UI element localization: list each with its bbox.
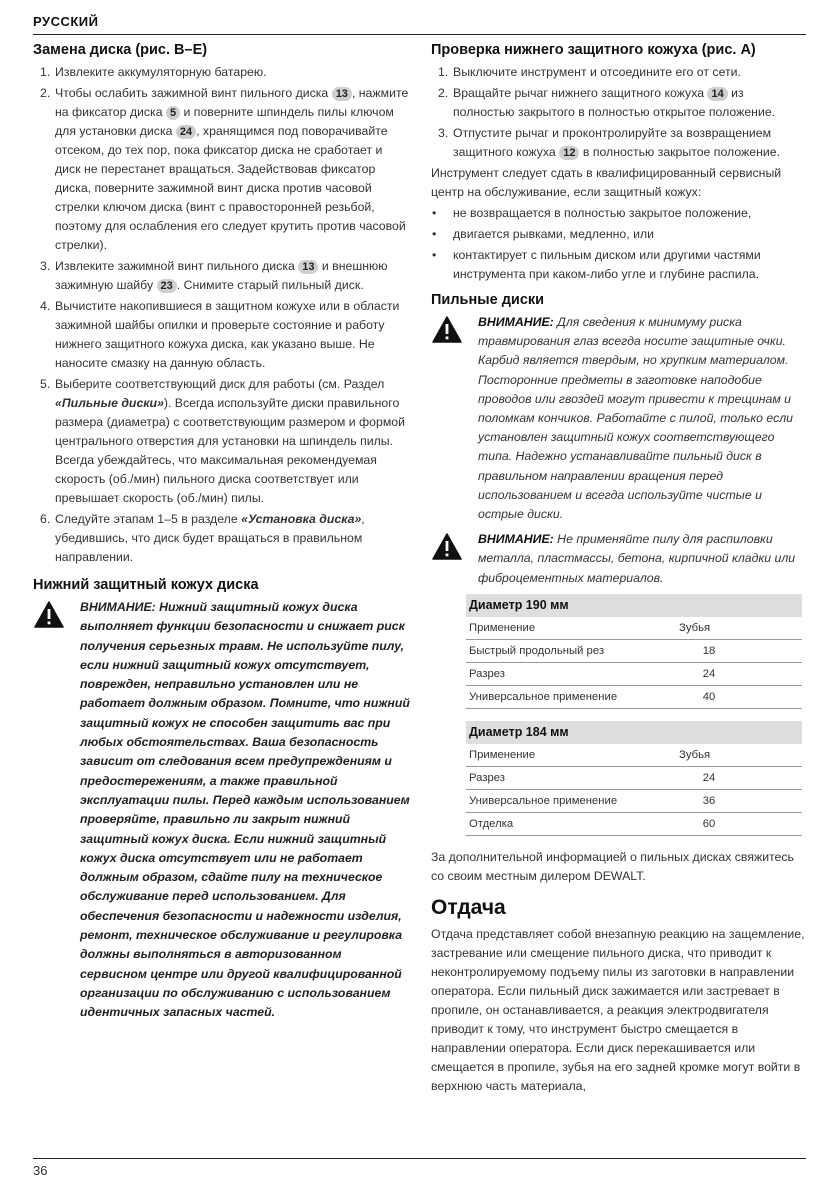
list-item: • двигается рывками, медленно, или: [432, 227, 655, 241]
section-reference: «Пильные диски»: [55, 396, 164, 410]
saw-blades-warning-1: [431, 313, 808, 524]
table-title: Диаметр 190 мм: [466, 594, 802, 617]
step-text: из полностью закрытого в полностью открытое положение.: [453, 86, 776, 119]
warning-text: Для сведения к минимуму риска травмирования глаз всегда носите защитные очки. Карбид является твердым, но хрупким материалом. Посторонние предметы в заготовке наподобие проводов или гвоздей могут привести к трещинам и поломкам кончиков. Работайте с пилой, только если установлен защитный кожух соответствующего типа. Надежно устанавливайте пильный диск в правильном направлении вращения перед использованием и всегда используйте чистые и острые диски.: [478, 315, 793, 522]
step-text: Чтобы ослабить зажимной винт пильного диска: [55, 86, 332, 100]
list-item: [33, 297, 410, 373]
step-text: Следуйте этапам 1–5 в разделе: [55, 512, 242, 526]
blade-change-title: Замена диска (рис. B–E): [33, 42, 208, 58]
lower-guard-warning-text: ВНИМАНИЕ: Нижний защитный кожух диска выполняет функции безопасности и снижает риск получения серьезных травм. Не используйте пилу, если нижний защитный кожух отсутствует, поврежден, неправильно установлен или не работает должным образом. Помните, что нижний защитный кожух не способен защитить вас при любых обстоятельствах. Ваша безопасность зависит от следования всем предупреждениям и предостережениям, а также правильной эксплуатации пилы. Перед каждым использованием проверяйте, правильно ли закрыт нижний защитный кожух диска. Если нижний защитный кожух диска отсутствует или не работает должным образом, сдайте пилу на техническое обслуживание перед использованием. Для обеспечения безопасности и надежности изделия, ремонт, техническое обслуживание и регулировка должны выполняться в авторизованном сервисном центре или другой квалифицированной организации по обслуживанию с использованием идентичных запасных частей.: [80, 600, 410, 1020]
step-text: Вращайте рычаг нижнего защитного кожуха: [453, 86, 708, 100]
step-number: 6.: [40, 512, 51, 526]
warning-text: Не применяйте пилу для распиловки металла, пластмассы, бетона, кирпичной кладки или фиброцементных материалов.: [478, 532, 796, 585]
guard-check-intro: Инструмент следует сдать в квалифицированный сервисный центр на обслуживание, если защитный кожух:: [431, 166, 782, 199]
step-text: Выключите инструмент и отсоедините его от сети.: [453, 65, 741, 79]
list-item: [33, 257, 410, 295]
page-number: 36: [33, 1163, 48, 1178]
table-header-row: Применение Зубья: [466, 617, 802, 640]
list-item: [431, 124, 808, 162]
blade-table-184: [466, 721, 802, 836]
step-text: Извлеките зажимной винт пильного диска: [55, 259, 299, 273]
step-text: Извлеките аккумуляторную батарею.: [55, 65, 267, 79]
blade-change-steps: [33, 63, 410, 567]
bottom-rule: [33, 1158, 806, 1159]
guard-check-steps: [431, 63, 808, 162]
callout-number-badge: 13: [298, 260, 318, 274]
step-number: 2.: [438, 86, 449, 100]
list-item: • контактирует с пильным диском или другими частями инструмента при каком-либо угле и глубине распила.: [432, 248, 761, 281]
step-number: 3.: [438, 126, 449, 140]
table-row: Универсальное применение 40: [466, 686, 802, 709]
callout-number-badge: 24: [176, 125, 196, 139]
warning-icon: [432, 316, 462, 343]
callout-number-badge: 23: [157, 279, 177, 293]
saw-blades-title: Пильные диски: [431, 292, 545, 308]
list-item: [431, 63, 808, 82]
warning-label: ВНИМАНИЕ:: [478, 532, 554, 547]
list-item: • не возвращается в полностью закрытое положение,: [432, 206, 752, 220]
step-text: в полностью закрытое положение.: [579, 145, 781, 159]
step-number: 3.: [40, 259, 51, 273]
step-number: 5.: [40, 377, 51, 391]
step-text: Вычистите накопившиеся в защитном кожухе или в области зажимной шайбы опилки и проверьте состояние и работу нижнего защитного кожуха диска, как указано выше. Не наносите смазку на данную область.: [55, 299, 400, 370]
list-item: [33, 375, 410, 508]
step-text: и внешнюю зажимную шайбу: [55, 259, 388, 292]
table-title: Диаметр 184 мм: [466, 721, 802, 744]
list-item: [33, 63, 410, 82]
table-row: Разрез 24: [466, 767, 802, 790]
warning-icon: [34, 601, 64, 628]
step-text: и поверните шпиндель пилы ключом для установки диска: [55, 105, 394, 138]
list-item: [33, 510, 410, 567]
section-reference: «Установка диска»: [241, 512, 362, 526]
kickback-text: Отдача представляет собой внезапную реакцию на защемление, застревание или смещение пильного диска, что приводит к неконтролируемому подъему пилы из заготовки в направлении оператора. Если пильный диск зажимается или застревает в пропиле, он останавливается, а реакция электродвигателя приводит к тому, что инструмент быстро смещается в направлении оператора. Если диск перекашивается или смещается в пропиле, зубья на его задней кромке могут войти в верхнюю часть материала,: [431, 926, 805, 1093]
warning-icon: [432, 533, 462, 560]
table-row: Разрез 24: [466, 663, 802, 686]
lower-guard-title: Нижний защитный кожух диска: [33, 577, 259, 593]
guard-check-bullets: [431, 204, 808, 284]
right-column: [431, 42, 808, 1098]
step-text: , нажмите на фиксатор диска: [55, 86, 409, 119]
callout-number-badge: 12: [559, 146, 579, 160]
guard-check-title: Проверка нижнего защитного кожуха (рис. A): [431, 42, 756, 58]
language-header: РУССКИЙ: [33, 14, 99, 29]
kickback-title: Отдача: [431, 895, 506, 919]
lower-guard-warning: [33, 598, 410, 1023]
table-row: Быстрый продольный рез 18: [466, 640, 802, 663]
step-number: 1.: [40, 65, 51, 79]
step-number: 2.: [40, 86, 51, 100]
step-number: 4.: [40, 299, 51, 313]
step-text: Выберите соответствующий диск для работы (см. Раздел: [55, 377, 385, 391]
table-row: Отделка 60: [466, 813, 802, 836]
step-text: . Снимите старый пильный диск.: [176, 278, 364, 292]
left-column: [33, 42, 410, 1029]
warning-label: ВНИМАНИЕ:: [478, 315, 554, 329]
list-item: [431, 84, 808, 122]
saw-blades-warning-2: [431, 530, 808, 588]
step-number: 1.: [438, 65, 449, 79]
table-row: Универсальное применение 36: [466, 790, 802, 813]
step-text: ). Всегда используйте диски правильного размера (диаметра) с соответствующим размером и формой центрального отверстия для установки на шпиндель пилы. Всегда убеждайтесь, что максимальная рекомендуемая скорость (об./мин) пильного диска соответствует или превышает скорость (об./мин) пилы.: [55, 396, 405, 505]
step-text: Отпустите рычаг и проконтролируйте за возвращением защитного кожуха: [453, 126, 772, 159]
list-item: [33, 84, 410, 255]
callout-number-badge: 14: [707, 87, 727, 101]
table-header-row: Применение Зубья: [466, 744, 802, 767]
top-rule: [33, 34, 806, 35]
step-text: , убедившись, что диск будет вращаться в правильном направлении.: [55, 512, 365, 564]
blade-table-190: [466, 594, 802, 709]
callout-number-badge: 5: [166, 106, 180, 120]
callout-number-badge: 13: [332, 87, 352, 101]
dealer-note: За дополнительной информацией о пильных дисках свяжитесь со своим местным дилером DEWALT.: [431, 849, 794, 883]
step-text: , хранящимся под поворачивайте отсеком, до тех пор, пока фиксатор диска не сработает и диск не перестанет вращаться. Задействовав фиксатор диска, поверните зажимной винт диска против часовой стрелки ключом диска (винт с правосторонней резьбой, поэтому для ослабления его следует крутить против часовой стрелки).: [55, 124, 406, 252]
